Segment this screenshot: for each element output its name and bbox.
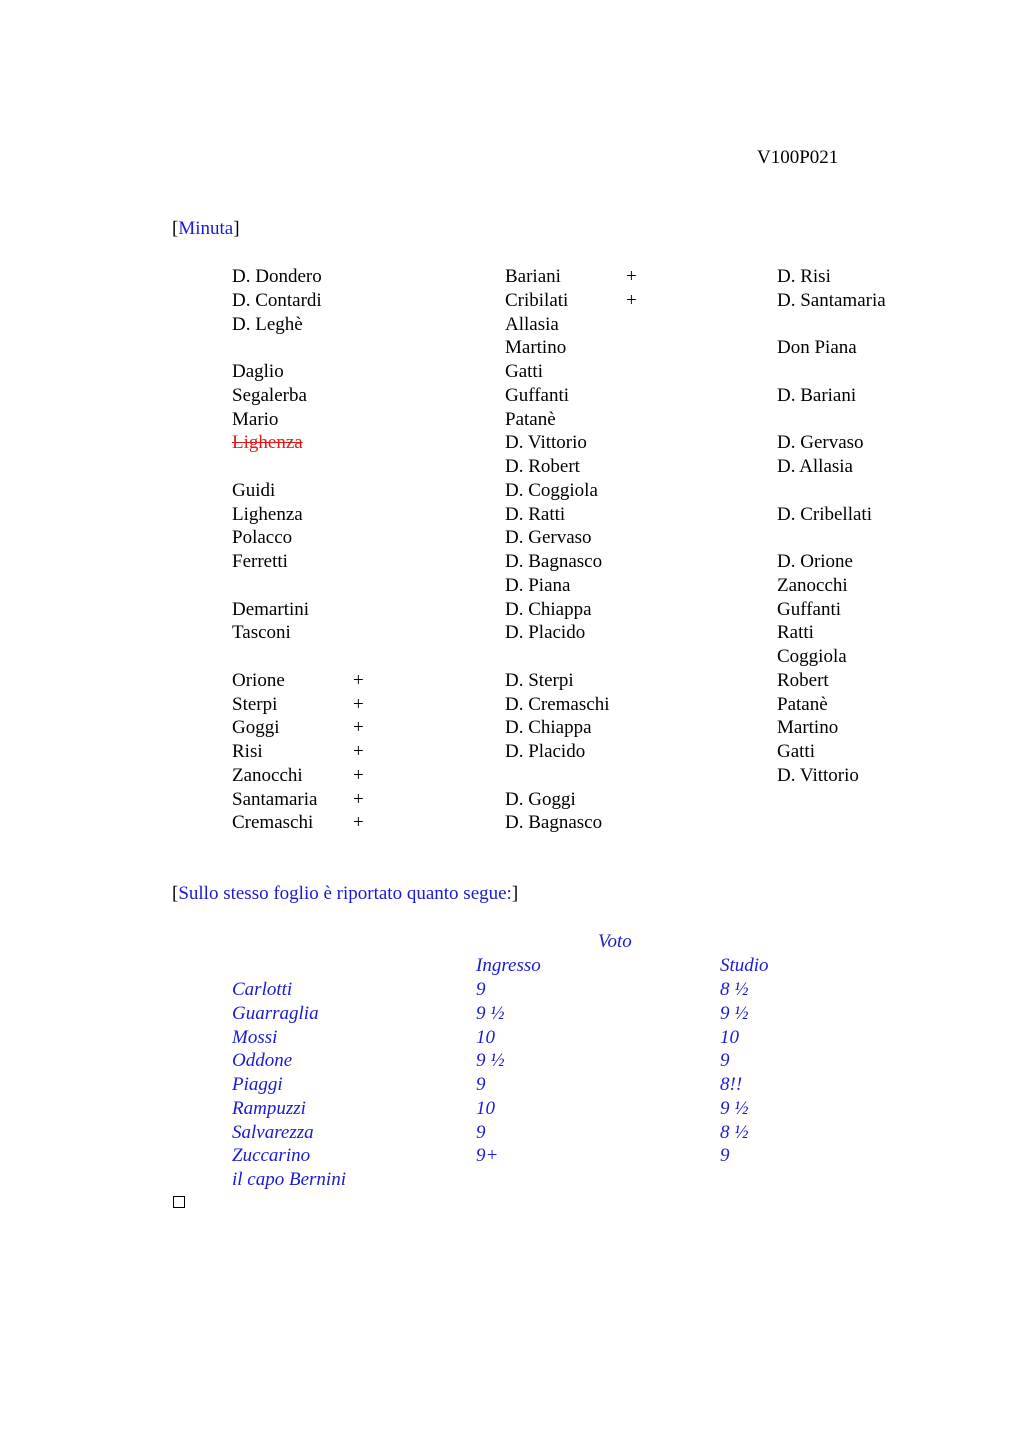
vote-group-header: Voto [598, 931, 632, 952]
plus-mark: + [353, 812, 364, 834]
list-item [505, 574, 609, 598]
bracket-open: [ [172, 218, 179, 239]
heading-2-text: Sullo stesso foglio è riportato quanto segue: [178, 883, 512, 904]
person-name: D. Leghè [232, 313, 303, 335]
vote-name: Zuccarino [232, 1145, 311, 1167]
person-name: Mario [232, 408, 279, 430]
person-name: D. Ratti [505, 503, 566, 525]
person-name: Patanè [777, 693, 828, 715]
vote-name: Carlotti [232, 979, 293, 1000]
list-item [777, 503, 886, 527]
list-item [777, 598, 886, 622]
list-item [232, 716, 364, 740]
plus-mark: + [626, 289, 637, 311]
vote-ingresso-value: 9+ [476, 1145, 499, 1167]
list-item [777, 360, 886, 384]
vote-name: Rampuzzi [232, 1097, 306, 1119]
person-name: Robert [777, 669, 829, 691]
person-name: Martino [505, 337, 567, 359]
plus-mark: + [626, 266, 637, 287]
names-column-2 [505, 265, 637, 835]
list-item [232, 408, 322, 432]
person-name: D. Bagnasco [505, 812, 603, 834]
checkbox-square-icon [173, 1196, 185, 1208]
list-item [505, 645, 609, 669]
vote-ingresso-value: 9 [476, 979, 486, 1000]
person-name: Patanè [505, 408, 556, 430]
vote-studio-value: 9 [720, 1050, 730, 1072]
bracket-open: [ [172, 883, 179, 904]
list-item [232, 598, 322, 622]
list-item [505, 716, 609, 740]
list-item [777, 289, 886, 313]
list-item [505, 313, 609, 337]
person-name: D. Chiappa [505, 598, 592, 620]
vote-ingresso-value: 10 [476, 1097, 495, 1119]
names-column-3 [777, 265, 886, 788]
vote-studio-value: 9 [720, 1145, 730, 1167]
page-id: V100P021 [757, 147, 839, 168]
list-item [232, 764, 364, 788]
list-item [505, 669, 609, 693]
list-item [232, 550, 322, 574]
list-item [505, 811, 609, 835]
list-item [232, 574, 322, 598]
person-name: Risi [232, 741, 263, 762]
person-name: D. Gervaso [505, 527, 592, 549]
person-name: D. Cribellati [777, 503, 872, 525]
person-name: D. Chiappa [505, 717, 592, 739]
vote-col-ingresso-header: Ingresso [476, 955, 541, 976]
list-item [505, 598, 609, 622]
list-item [777, 716, 886, 740]
list-item [232, 788, 364, 812]
list-item [232, 431, 322, 455]
list-item [777, 574, 886, 598]
plus-mark: + [353, 788, 364, 810]
list-item [505, 740, 609, 764]
list-item [777, 265, 886, 289]
person-name: Orione [232, 669, 285, 691]
list-item [232, 265, 322, 289]
person-name: D. Contardi [232, 289, 322, 311]
vote-ingresso-value: 10 [476, 1026, 495, 1048]
list-item [505, 764, 609, 788]
heading-minuta-text: Minuta [178, 218, 234, 239]
list-item [777, 408, 886, 432]
list-item [505, 289, 637, 313]
list-item [232, 740, 364, 764]
vote-studio-value: 8 ½ [720, 1121, 749, 1143]
person-name: Gatti [777, 741, 815, 762]
vote-studio-value: 8!! [720, 1074, 743, 1095]
person-name: Goggi [232, 717, 280, 739]
person-name: Sterpi [232, 693, 278, 715]
list-item [505, 431, 609, 455]
person-name: D. Bagnasco [505, 551, 603, 572]
vote-name: il capo Bernini [232, 1169, 346, 1190]
list-item [505, 384, 609, 408]
list-item [777, 621, 886, 645]
person-name: D. Vittorio [777, 764, 859, 786]
list-item [232, 645, 322, 669]
person-name: Demartini [232, 598, 310, 620]
vote-ingresso-value: 9 [476, 1121, 486, 1143]
person-name: Tasconi [232, 622, 291, 644]
bracket-close: ] [233, 218, 240, 239]
person-name: Cremaschi [232, 812, 314, 834]
person-name: Gatti [505, 361, 543, 382]
person-name: Daglio [232, 361, 284, 382]
list-item [505, 788, 609, 812]
person-name: Santamaria [232, 788, 318, 810]
person-name: D. Goggi [505, 788, 576, 810]
person-name: Ratti [777, 622, 814, 644]
list-item [777, 313, 886, 337]
person-name: Martino [777, 717, 839, 739]
vote-studio-value: 9 ½ [720, 1002, 749, 1024]
plus-mark: + [353, 717, 364, 739]
list-item [777, 479, 886, 503]
person-name: Polacco [232, 527, 293, 549]
person-name: D. Risi [777, 266, 831, 287]
person-name: D. Allasia [777, 456, 853, 477]
list-item [505, 693, 609, 717]
person-name: Guffanti [505, 384, 570, 406]
list-item [777, 455, 886, 479]
vote-name: Mossi [232, 1026, 278, 1048]
person-name: Segalerba [232, 384, 307, 406]
person-name: D. Santamaria [777, 289, 886, 311]
person-name: Ferretti [232, 551, 288, 572]
list-item [232, 384, 322, 408]
person-name: D. Orione [777, 551, 853, 572]
list-item [777, 431, 886, 455]
vote-name: Oddone [232, 1050, 293, 1072]
person-name: Bariani [505, 266, 561, 287]
person-name: D. Placido [505, 741, 586, 762]
plus-mark: + [353, 741, 364, 762]
person-name: Cribilati [505, 289, 569, 311]
person-name: Guidi [232, 479, 276, 501]
person-name: D. Coggiola [505, 479, 598, 501]
list-item [232, 811, 364, 835]
list-item [232, 669, 364, 693]
list-item [505, 526, 609, 550]
vote-ingresso-value: 9 ½ [476, 1050, 505, 1072]
list-item [232, 336, 322, 360]
person-name: D. Vittorio [505, 432, 587, 454]
names-column-1 [232, 265, 364, 835]
vote-name: Guarraglia [232, 1002, 319, 1024]
list-item [505, 621, 609, 645]
list-item [777, 645, 886, 669]
list-item [505, 503, 609, 527]
list-item [505, 360, 609, 384]
vote-name: Piaggi [232, 1074, 283, 1095]
person-name: Coggiola [777, 646, 847, 667]
list-item [505, 479, 609, 503]
vote-studio-value: 10 [720, 1026, 739, 1048]
person-name: D. Cremaschi [505, 693, 610, 715]
list-item [232, 693, 364, 717]
person-name: Lighenza [232, 503, 303, 525]
person-name: D. Gervaso [777, 432, 864, 454]
list-item [232, 503, 322, 527]
list-item [505, 336, 609, 360]
list-item [232, 360, 322, 384]
list-item [232, 289, 322, 313]
list-item [232, 313, 322, 337]
vote-studio-value: 9 ½ [720, 1097, 749, 1119]
list-item [505, 455, 609, 479]
list-item [777, 526, 886, 550]
list-item [232, 526, 322, 550]
list-item [777, 384, 886, 408]
list-item [505, 408, 609, 432]
vote-col-studio-header: Studio [720, 955, 769, 976]
heading-sullo-stesso-foglio [172, 882, 518, 906]
list-item [777, 336, 886, 360]
person-name: Allasia [505, 313, 559, 335]
list-item [777, 550, 886, 574]
person-name: D. Piana [505, 574, 571, 596]
list-item [505, 265, 637, 289]
list-item [232, 479, 322, 503]
list-item [777, 693, 886, 717]
list-item [777, 764, 886, 788]
list-item [777, 740, 886, 764]
person-name: Zanocchi [777, 574, 848, 596]
person-name: Zanocchi [232, 764, 303, 786]
plus-mark: + [353, 693, 364, 715]
bracket-close: ] [511, 883, 519, 904]
list-item [777, 669, 886, 693]
person-name: D. Robert [505, 456, 580, 477]
vote-name: Salvarezza [232, 1121, 314, 1143]
person-name: Don Piana [777, 337, 857, 359]
person-name: D. Placido [505, 622, 586, 644]
list-item [505, 550, 609, 574]
person-name: Guffanti [777, 598, 842, 620]
plus-mark: + [353, 669, 364, 691]
vote-studio-value: 8 ½ [720, 979, 749, 1000]
vote-ingresso-value: 9 [476, 1074, 486, 1095]
person-name: D. Sterpi [505, 669, 574, 691]
person-name: D. Bariani [777, 384, 857, 406]
person-name: D. Dondero [232, 266, 322, 287]
list-item [232, 455, 322, 479]
vote-ingresso-value: 9 ½ [476, 1002, 505, 1024]
heading-minuta [172, 217, 240, 241]
person-name: Lighenza [232, 432, 303, 454]
plus-mark: + [353, 764, 364, 786]
list-item [232, 621, 322, 645]
